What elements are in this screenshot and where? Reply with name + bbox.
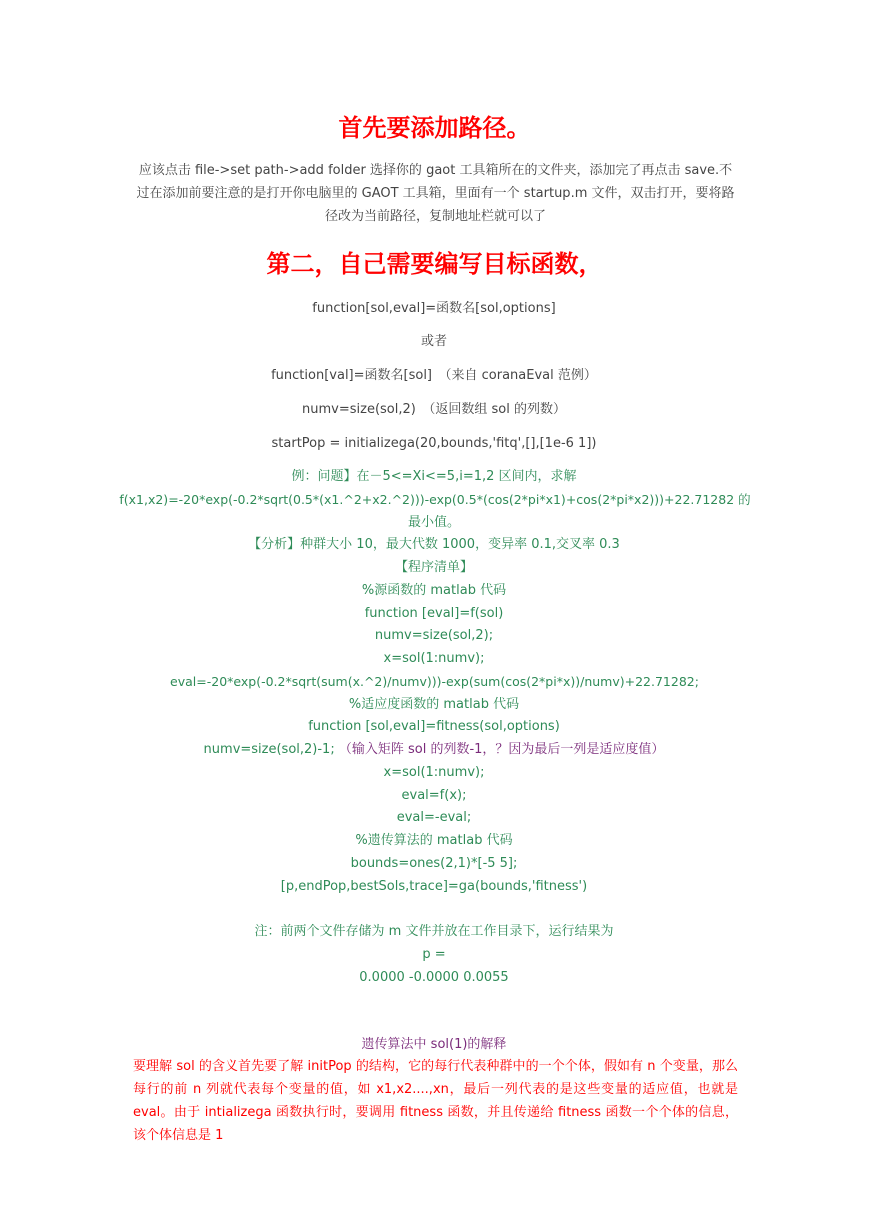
or-text: 或者 xyxy=(420,334,447,349)
heading-add-path: 首先要添加路径。 xyxy=(338,113,531,142)
src-code-1: function [eval]=f(sol) xyxy=(364,606,504,621)
result-label: p = xyxy=(422,947,446,962)
run-note: 注：前两个文件存储为 m 文件并放在工作目录下，运行结果为 xyxy=(254,924,614,939)
function-signature-1: function[sol,eval]=函数名[sol,options] xyxy=(312,301,556,316)
fit-code-3: x=sol(1:numv); xyxy=(383,765,485,780)
src-code-4: eval=-20*exp(-0.2*sqrt(sum(x.^2)/numv)))-exp(sum(cos(2*pi*x))/numv)+22.71282; xyxy=(170,674,699,689)
example-min-value: 最小值。 xyxy=(407,515,460,530)
example-analysis: 【分析】种群大小 10，最大代数 1000，变异率 0.1,交叉率 0.3 xyxy=(248,537,620,552)
ga-code-1: bounds=ones(2,1)*[-5 5]; xyxy=(350,856,518,871)
fit-code-5: eval=-eval; xyxy=(396,810,472,825)
ga-comment: %遗传算法的 matlab 代码 xyxy=(355,833,513,848)
intro-paragraph: 应该点击 file->set path->add folder 选择你的 gaot 工具箱所在的文件夹，添加完了再点击 save.不过在添加前要注意的是打开你电脑里的 GAOT 工具箱，里面有一个 startup.m 文件，双击打开，要将路径改为当前路径，复制地址栏就可以了 xyxy=(136,163,735,224)
result-values: 0.0000 -0.0000 0.0055 xyxy=(359,970,509,985)
example-formula: f(x1,x2)=-20*exp(-0.2*sqrt(0.5*(x1.^2+x2.^2)))-exp(0.5*(cos(2*pi*x1)+cos(2*pi*x2)))+22.71282 的 xyxy=(119,492,751,507)
startpop-line: startPop = initializega(20,bounds,'fitq',[],[1e-6 1]) xyxy=(271,436,597,451)
heading-objective-function: 第二，自己需要编写目标函数， xyxy=(266,249,603,278)
fit-code-2-note: （输入矩阵 sol 的列数-1，？因为最后一列是适应度值） xyxy=(338,742,665,757)
fit-code-1: function [sol,eval]=fitness(sol,options) xyxy=(308,719,560,734)
fit-code-2 xyxy=(128,742,740,758)
sol-section-body: 要理解 sol 的含义首先要了解 initPop 的结构，它的每行代表种群中的一个个体，假如有 n 个变量，那么每行的前 n 列就代表每个变量的值，如 x1,x2....,xn，最后一列代表的是这些变量的适应值，也就是 eval。由于 intializega 函数执行时，要调用 fitness 函数，并且传递给 fitness 函数一个个体的信息，该个体信息是 1 xyxy=(133,1059,738,1143)
function-signature-2: function[val]=函数名[sol] （来自 coranaEval 范例） xyxy=(271,368,597,383)
fit-code-2-code: numv=size(sol,2)-1; xyxy=(203,742,335,757)
src-code-3: x=sol(1:numv); xyxy=(383,651,485,666)
src-comment: %源函数的 matlab 代码 xyxy=(361,583,507,598)
numv-line: numv=size(sol,2) （返回数组 sol 的列数） xyxy=(302,402,566,417)
sol-section-title: 遗传算法中 sol(1)的解释 xyxy=(361,1037,507,1052)
fit-comment: %适应度函数的 matlab 代码 xyxy=(348,697,520,712)
ga-code-2: [p,endPop,bestSols,trace]=ga(bounds,'fitness') xyxy=(280,879,588,894)
example-listing: 【程序清单】 xyxy=(394,560,473,575)
fit-code-4: eval=f(x); xyxy=(401,788,467,803)
src-code-2: numv=size(sol,2); xyxy=(374,628,494,643)
example-problem: 例：问题】在－5<=Xi<=5,i=1,2 区间内，求解 xyxy=(291,469,577,484)
